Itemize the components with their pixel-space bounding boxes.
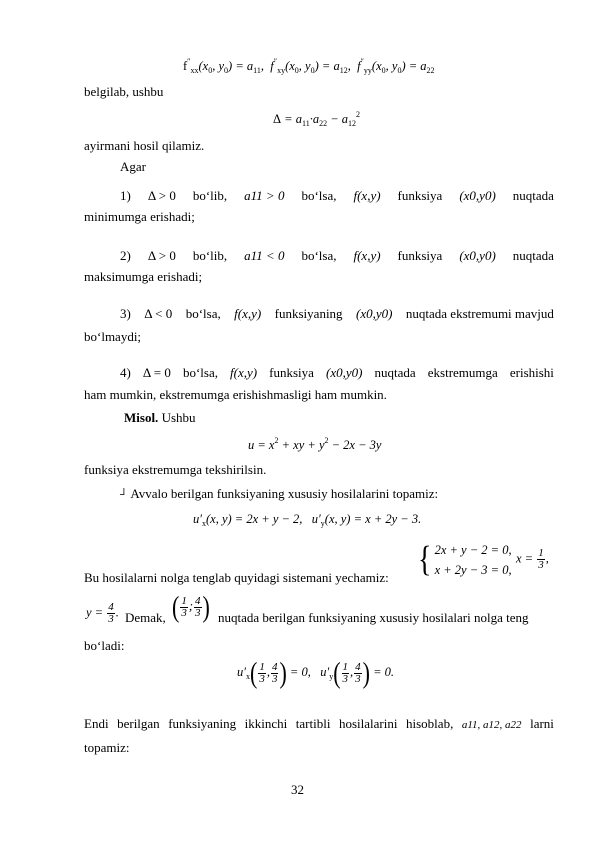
text-demak: Demak,	[125, 610, 166, 625]
text-bu-hosilalarni: Bu hosilalarni nolga tenglab quyidagi sistemani yechamiz:	[84, 570, 389, 585]
case-1-line2: minimumga erishadi;	[84, 209, 195, 224]
formula-zero-partials: $u'_x$( $\frac{1}{3}$ , $\frac{4}{3}$ ) = 0, $u'_y$( $\frac{1}{3}$ , $\frac{4}{3}$ ) = 0.	[237, 655, 395, 690]
formula-u: $u = x^2$ + xy + $y^2 - 2x - 3y$	[248, 436, 382, 452]
misol-text: Ushbu	[161, 410, 196, 425]
misol-line	[124, 410, 196, 426]
text-boladi: bo‘ladi:	[84, 638, 125, 653]
coef-list: a11, a12, a22	[461, 719, 522, 731]
system-eq-2: x + 2y − 3 = 0,	[434, 563, 512, 577]
text-ayirmani: ayirmani hosil qilamiz.	[84, 138, 205, 153]
text-agar: Agar	[120, 159, 146, 174]
bullet-icon: ┘	[120, 489, 128, 501]
case-4-line: 4) Δ = 0 bo‘lsa, f(x,y) funksiya (x0,y0) nuqtada ekstremumga erishishi	[120, 365, 554, 380]
case-3-line2: bo‘lmaydi;	[84, 329, 142, 344]
case-2-line2: maksimumga erishadi;	[84, 269, 203, 284]
text-funksiya-ekstremumga: funksiya ekstremumga tekshirilsin.	[84, 462, 267, 477]
text-topamiz: topamiz:	[84, 740, 130, 755]
endi-line: Endi berilgan funksiyaning ikkinchi tartibli hosilalarini hisoblab, a11, a12, a22 larni	[84, 716, 554, 731]
system-equations: { 2x + y − 2 = 0, x + 2y − 3 = 0,	[418, 539, 512, 580]
solution-x: x = $\frac{1}{3}$ ,	[516, 547, 549, 571]
case-1-line: 1) Δ > 0 bo‘lib, a11 > 0 bo‘lsa, f(x,y) funksiya (x0,y0) nuqtada	[120, 188, 554, 203]
formula-second-derivatives: $f''_{xx}(x_0$, $y_0) = a_{11}$, $f''_{xy}(x_0$, $y_0) = a_{12}$, $f''_{yy}(x_0$, $y_0) = a_{22}$	[183, 57, 435, 75]
system-eq-1: 2x + y − 2 = 0,	[434, 543, 512, 557]
page-number: 32	[291, 782, 304, 797]
case-2-line: 2) Δ > 0 bo‘lib, a11 < 0 bo‘lsa, f(x,y) funksiya (x0,y0) nuqtada	[120, 248, 554, 263]
formula-partials: $u'_x(x$, y) = 2x + y − 2, $u'_y(x$, y) = x + 2y − 3.	[193, 512, 422, 528]
misol-label: Misol.	[124, 410, 159, 425]
solution-y: y = $\frac{4}{3}$ .	[86, 601, 119, 625]
case-4-line2: ham mumkin, ekstremumga erishishmasligi ham mumkin.	[84, 387, 387, 402]
avvalo-line	[120, 486, 438, 503]
case-3-line: 3) Δ < 0 bo‘lsa, f(x,y) funksiyaning (x0,y0) nuqtada ekstremumi mavjud	[120, 306, 554, 321]
text-avvalo: Avvalo berilgan funksiyaning xususiy hosilalarini topamiz:	[130, 486, 439, 501]
text-nuqtada-berilgan: nuqtada berilgan funksiyaning xususiy hosilalari nolga teng	[218, 610, 529, 625]
formula-delta: $\Delta = a_{11}\cdot a_{22} - a_{12}^2$	[273, 110, 360, 128]
point-fraction: ( $\frac{1}{3}$ ; $\frac{4}{3}$ )	[172, 589, 210, 624]
text-belgilab: belgilab, ushbu	[84, 84, 164, 99]
